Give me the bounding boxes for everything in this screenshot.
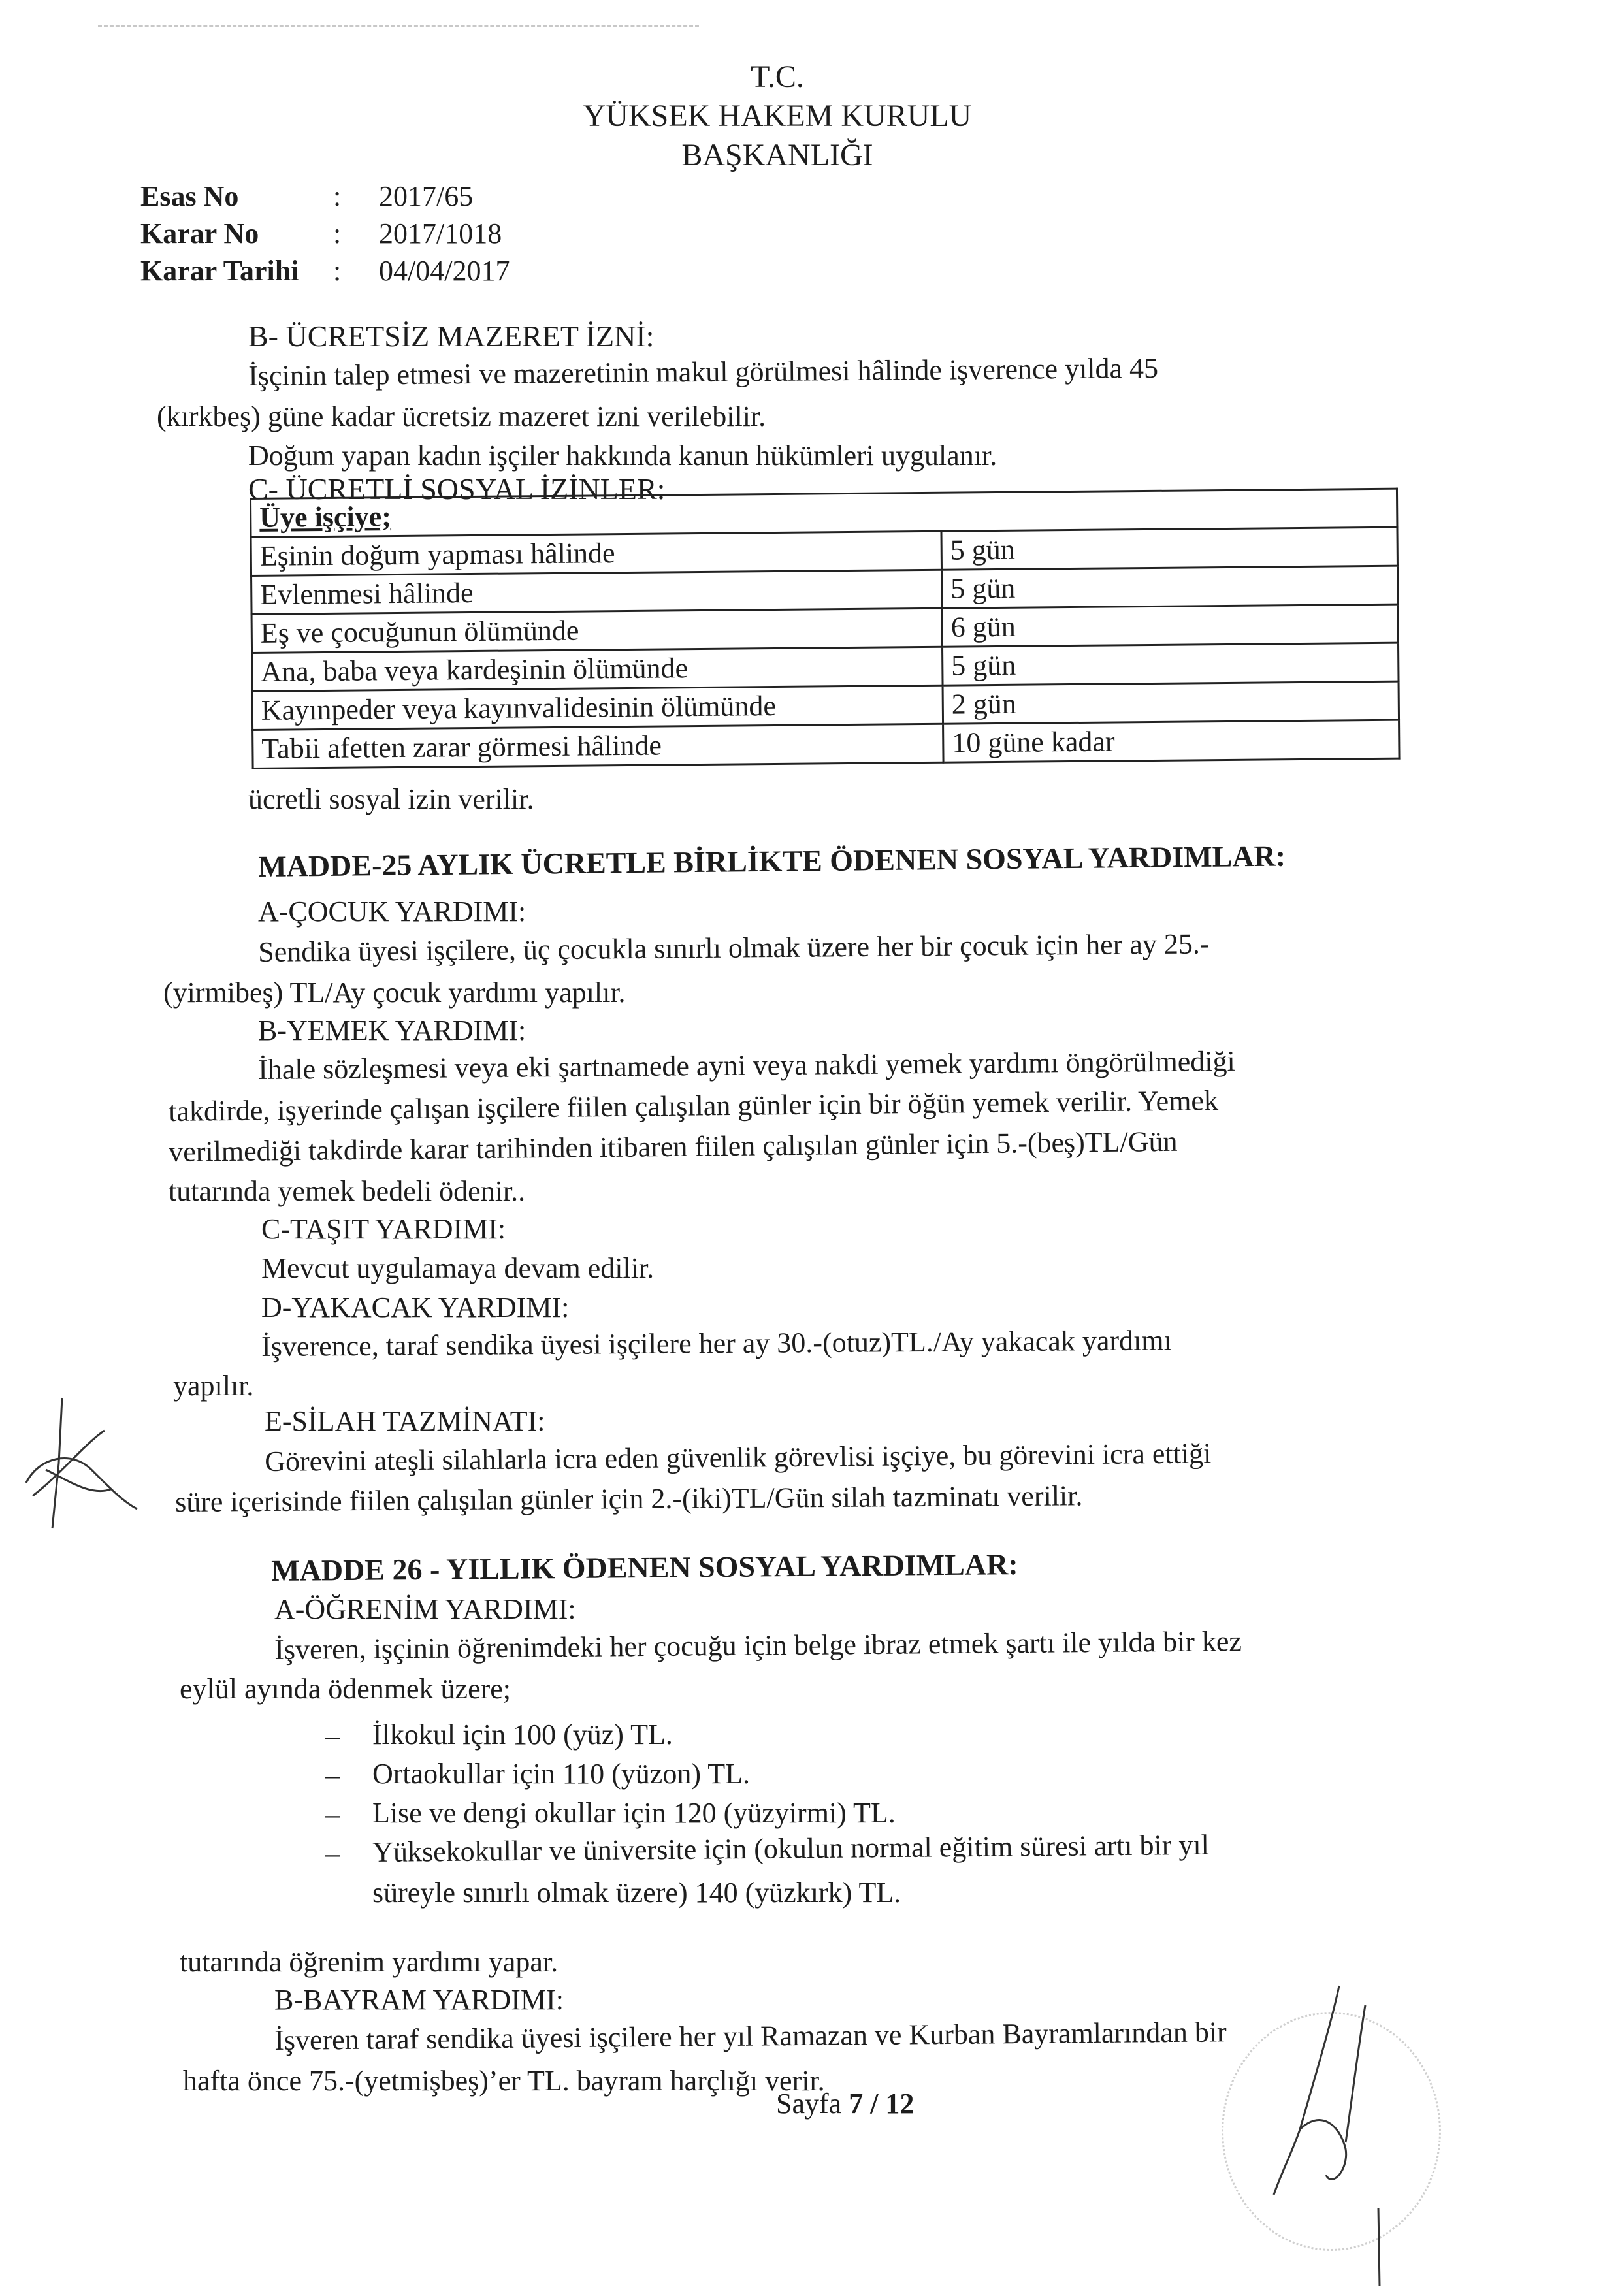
list-item: İlkokul için 100 (yüz) TL.	[372, 1719, 673, 1751]
madde-25-e-line-2: süre içerisinde fiilen çalışılan günler için 2.-(iki)TL/Gün silah tazminatı verilir.	[175, 1479, 1083, 1518]
madde-25-c-line-1: Mevcut uygulamaya devam edilir.	[261, 1252, 655, 1284]
madde-25-b-line-3: verilmediği takdirde karar tarihinden itibaren fiilen çalışılan günler için 5.-(beş)TL/Gün	[169, 1125, 1178, 1168]
leave-duration: 5 gün	[941, 527, 1397, 570]
case-meta	[140, 178, 510, 289]
madde-25-a-line-1: Sendika üyesi işçilere, üç çocukla sınırlı olmak üzere her bir çocuk için her ay 25.-	[258, 928, 1210, 968]
list-item: Lise ve dengi okullar için 120 (yüzyirmi) TL.	[372, 1797, 896, 1829]
header-line-2: YÜKSEK HAKEM KURULU	[583, 99, 972, 133]
scan-artifact-rule	[98, 25, 699, 27]
page-label: Sayfa	[776, 2088, 849, 2120]
madde-26-a-heading: A-ÖĞRENİM YARDIMI:	[274, 1593, 576, 1625]
meta-value: 2017/65	[379, 180, 474, 212]
madde-26-b-heading: B-BAYRAM YARDIMI:	[274, 1984, 564, 2016]
section-c-heading: C- ÜCRETLİ SOSYAL İZİNLER:	[248, 472, 666, 506]
signature-left	[13, 1391, 144, 1545]
meta-label: Karar No	[140, 218, 259, 250]
madde-26-a-line-1: İşveren, işçinin öğrenimdeki her çocuğu için belge ibraz etmek şartı ile yılda bir kez	[274, 1625, 1242, 1666]
leave-duration: 10 güne kadar	[943, 720, 1399, 762]
section-b-heading: B- ÜCRETSİZ MAZERET İZNİ:	[248, 319, 655, 353]
signature-right	[1208, 1979, 1404, 2296]
list-dash: –	[325, 1720, 340, 1752]
madde-25-a-line-2: (yirmibeş) TL/Ay çocuk yardımı yapılır.	[163, 977, 626, 1009]
leave-duration: 2 gün	[943, 681, 1399, 724]
list-item: Yüksekokullar ve üniversite için (okulun normal eğitim süresi artı bir yıl	[372, 1828, 1210, 1868]
madde-25-b-line-2: takdirde, işyerinde çalışan işçilere fiilen çalışılan günler için bir öğün yemek verilir. Yemek	[169, 1084, 1219, 1127]
madde-25-d-heading: D-YAKACAK YARDIMI:	[261, 1291, 570, 1323]
list-item-continuation: süreyle sınırlı olmak üzere) 140 (yüzkırk) TL.	[372, 1877, 901, 1909]
meta-label: Esas No	[140, 180, 239, 212]
madde-25-b-heading: B-YEMEK YARDIMI:	[258, 1014, 526, 1046]
meta-colon: :	[333, 255, 342, 287]
madde-26-a-after: tutarında öğrenim yardımı yapar.	[180, 1946, 559, 1978]
madde-26-b-line-2: hafta önce 75.-(yetmişbeş)’er TL. bayram harçlığı verir.	[183, 2065, 825, 2097]
list-dash: –	[325, 1837, 340, 1869]
leave-reason: Evlenmesi hâlinde	[251, 570, 942, 614]
meta-row-karar	[140, 215, 510, 252]
madde-25-d-line-2: yapılır.	[173, 1370, 254, 1402]
madde-25-e-line-1: Görevini ateşli silahlarla icra eden güvenlik görevlisi işçiye, bu görevini icra ettiği	[265, 1437, 1212, 1478]
paid-leave-table	[250, 488, 1401, 769]
leave-duration: 5 gün	[942, 566, 1398, 608]
madde-26-title: MADDE 26 - YILLIK ÖDENEN SOSYAL YARDIMLAR:	[271, 1547, 1018, 1587]
meta-row-karar-tarihi	[140, 252, 510, 289]
header-line-1: T.C.	[751, 59, 804, 94]
leave-reason: Eşinin doğum yapması hâlinde	[251, 531, 941, 575]
section-b-line-1: İşçinin talep etmesi ve mazeretinin makul görülmesi hâlinde işverence yılda 45	[248, 351, 1159, 392]
leave-duration: 6 gün	[942, 604, 1398, 647]
madde-26-a-line-2: eylül ayında ödenmek üzere;	[180, 1673, 511, 1705]
madde-25-b-line-4: tutarında yemek bedeli ödenir..	[169, 1175, 526, 1207]
meta-row-esas	[140, 178, 510, 215]
madde-26-b-line-1: İşveren taraf sendika üyesi işçilere her yıl Ramazan ve Kurban Bayramlarından bir	[274, 2016, 1227, 2056]
section-b-line-2: (kırkbeş) güne kadar ücretsiz mazeret izni verilebilir.	[157, 400, 766, 432]
list-item: Ortaokullar için 110 (yüzon) TL.	[372, 1758, 750, 1790]
leave-reason: Kayınpeder veya kayınvalidesinin ölümünde	[252, 685, 943, 730]
table-header-cell: Üye işçiye;	[251, 489, 1397, 537]
document-header	[496, 57, 1058, 175]
list-dash: –	[325, 1798, 340, 1830]
madde-25-b-line-1: İhale sözleşmesi veya eki şartnamede ayni veya nakdi yemek yardımı öngörülmediği	[258, 1044, 1235, 1086]
meta-label: Karar Tarihi	[140, 255, 299, 287]
meta-value: 2017/1018	[379, 218, 502, 250]
madde-25-title: MADDE-25 AYLIK ÜCRETLE BİRLİKTE ÖDENEN SOSYAL YARDIMLAR:	[258, 839, 1286, 883]
madde-25-c-heading: C-TAŞIT YARDIMI:	[261, 1213, 506, 1245]
meta-value: 04/04/2017	[379, 255, 510, 287]
madde-25-e-heading: E-SİLAH TAZMİNATI:	[265, 1405, 545, 1437]
leave-reason: Ana, baba veya kardeşinin ölümünde	[252, 647, 943, 691]
page-number: 7 / 12	[849, 2088, 915, 2120]
list-dash: –	[325, 1759, 340, 1791]
header-line-3: BAŞKANLIĞI	[681, 138, 873, 172]
leave-reason: Eş ve çocuğunun ölümünde	[251, 608, 942, 653]
leave-reason: Tabii afetten zarar görmesi hâlinde	[253, 724, 943, 768]
page-footer	[776, 2087, 914, 2120]
madde-25-a-heading: A-ÇOCUK YARDIMI:	[258, 896, 526, 928]
section-c-footer: ücretli sosyal izin verilir.	[248, 783, 534, 815]
meta-colon: :	[333, 180, 342, 212]
madde-25-d-line-1: İşverence, taraf sendika üyesi işçilere her ay 30.-(otuz)TL./Ay yakacak yardımı	[261, 1324, 1172, 1363]
leave-duration: 5 gün	[943, 643, 1399, 685]
section-b-line-3: Doğum yapan kadın işçiler hakkında kanun hükümleri uygulanır.	[248, 440, 997, 472]
meta-colon: :	[333, 218, 342, 250]
